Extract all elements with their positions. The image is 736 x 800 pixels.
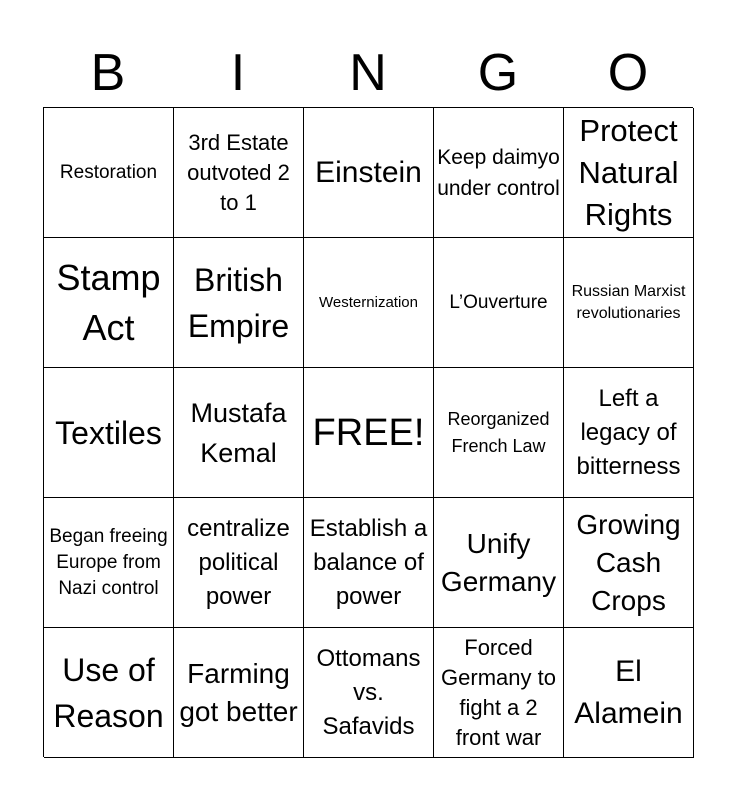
bingo-cell[interactable]: [564, 628, 694, 758]
cell-text: Protect Natural Rights: [578, 112, 679, 232]
cell-text: Reorganized French Law: [447, 408, 550, 456]
bingo-cell[interactable]: [304, 498, 434, 628]
cell-text: Establish a balance of power: [309, 514, 428, 610]
bingo-cell[interactable]: [304, 238, 434, 368]
bingo-cell[interactable]: [434, 368, 564, 498]
bingo-cell[interactable]: [564, 108, 694, 238]
cell-text: Einstein: [315, 155, 422, 189]
cell-text: British Empire: [187, 261, 290, 344]
header-letter-b: B: [90, 44, 126, 102]
bingo-cell[interactable]: [44, 238, 174, 368]
cell-text: Textiles: [55, 414, 162, 451]
bingo-cell[interactable]: [564, 238, 694, 368]
header-letter-i: I: [230, 44, 246, 102]
cell-text: Began freeing Europe from Nazi control: [49, 525, 168, 599]
cell-text: Keep daimyo under control: [437, 145, 560, 200]
bingo-cell[interactable]: [304, 628, 434, 758]
bingo-cell[interactable]: [44, 498, 174, 628]
bingo-cell[interactable]: [174, 368, 304, 498]
cell-text: centralize political power: [187, 514, 290, 610]
bingo-cell[interactable]: [434, 108, 564, 238]
cell-text: Left a legacy of bitterness: [576, 384, 681, 480]
cell-text: Forced Germany to fight a 2 front war: [441, 634, 556, 750]
bingo-cell[interactable]: [44, 628, 174, 758]
header-letter-o: O: [607, 44, 649, 102]
cell-text: Stamp Act: [56, 256, 161, 348]
bingo-cell[interactable]: [434, 238, 564, 368]
bingo-cell[interactable]: [44, 108, 174, 238]
bingo-cell[interactable]: [174, 498, 304, 628]
cell-text: L’Ouverture: [449, 291, 548, 313]
cell-text: Restoration: [59, 161, 158, 183]
bingo-cell[interactable]: [434, 628, 564, 758]
bingo-cell[interactable]: [174, 238, 304, 368]
cell-text: El Alamein: [574, 654, 683, 730]
cell-text: Growing Cash Crops: [576, 508, 681, 616]
cell-text: Westernization: [319, 293, 418, 311]
bingo-cell[interactable]: [174, 628, 304, 758]
bingo-cell[interactable]: [44, 368, 174, 498]
cell-text: Ottomans vs. Safavids: [316, 644, 421, 740]
header-letter-n: N: [349, 44, 387, 102]
cell-text: Farming got better: [179, 657, 298, 727]
cell-text: Mustafa Kemal: [190, 397, 287, 468]
bingo-cell[interactable]: [564, 498, 694, 628]
bingo-card-grid: [43, 107, 693, 757]
bingo-cell[interactable]: [434, 498, 564, 628]
bingo-cell[interactable]: [304, 108, 434, 238]
bingo-cell[interactable]: [304, 368, 434, 498]
header-letter-g: G: [477, 44, 519, 102]
bingo-header: [43, 42, 693, 104]
bingo-cell[interactable]: [174, 108, 304, 238]
cell-text: 3rd Estate outvoted 2 to 1: [187, 129, 290, 215]
cell-text: FREE!: [312, 411, 425, 454]
cell-text: Unify Germany: [440, 527, 557, 597]
cell-text: Use of Reason: [53, 651, 164, 734]
bingo-cell[interactable]: [564, 368, 694, 498]
cell-text: Russian Marxist revolutionaries: [571, 282, 686, 322]
